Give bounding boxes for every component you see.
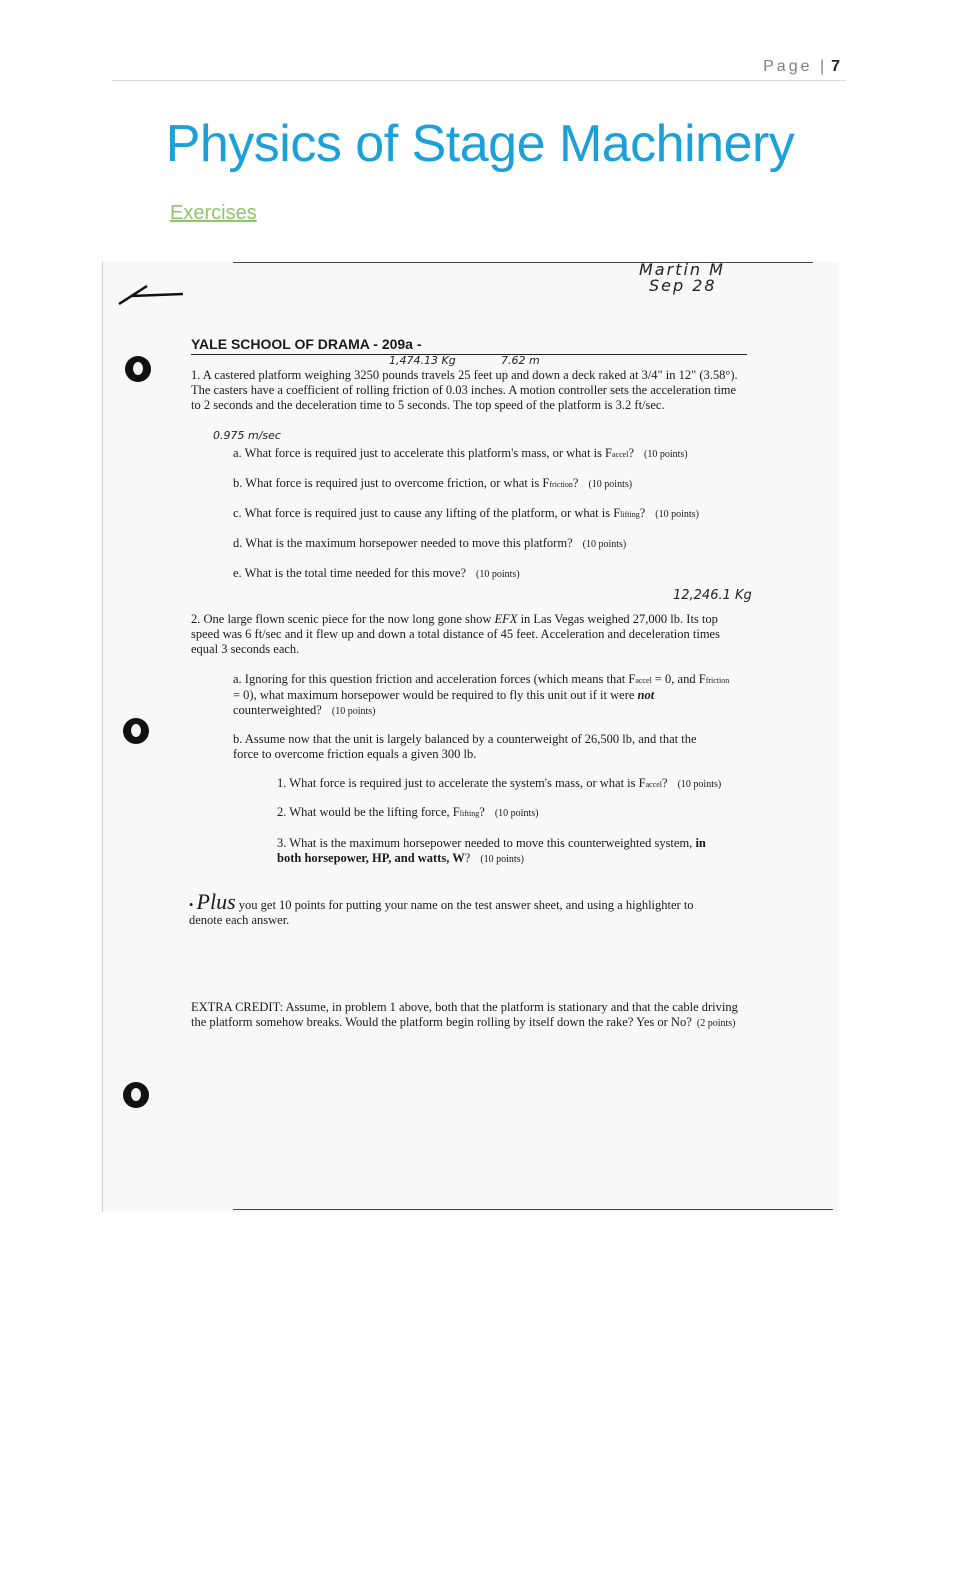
extra-credit: EXTRA CREDIT: Assume, in problem 1 above, both that the platform is stationary and that the cable driving the platform somehow breaks. Would the platform begin rolling by itself down the rake? Yes or No? (2 points) [191, 1000, 738, 1029]
question-1b: b. What force is required just to overcome friction, or what is Ffriction? (10 points) [233, 476, 633, 490]
question-1d: d. What is the maximum horsepower needed to move this platform? (10 points) [233, 536, 627, 550]
page-header [112, 58, 846, 81]
scan-bottom-rule [233, 1209, 833, 1210]
page-number: Page | 7 [763, 58, 840, 75]
scanned-exam-image [102, 262, 839, 1212]
scan-top-rule [233, 262, 813, 263]
question-2: 2. One large flown scenic piece for the now long gone show EFX in Las Vegas weighed 27,000 lb. Its top speed was 6 ft/sec and it flew up and down a total distance of 45 feet. Acceleration and deceleration times equal 3 seconds each. [191, 612, 720, 656]
question-2b: b. Assume now that the unit is largely balanced by a counterweight of 26,500 lb, and that the force to overcome friction equals a given 300 lb. [233, 732, 697, 761]
check-mark-icon [117, 278, 187, 308]
handwritten-date: Sep 28 [649, 276, 717, 295]
question-1c: c. What force is required just to cause any lifting of the platform, or what is Flifting? (10 points) [233, 506, 699, 520]
punch-hole-icon [123, 1082, 149, 1108]
exam-heading: YALE SCHOOL OF DRAMA - 209a - [191, 336, 747, 355]
bonus-points-note: • Plus you get 10 points for putting your name on the test answer sheet, and using a highlighter to denote each answer. [189, 889, 694, 927]
question-1: 1. A castered platform weighing 3250 pounds travels 25 feet up and down a deck raked at 3/4" in 12" (3.58°). The casters have a coefficient of rolling friction of 0.03 inches. A motion controller sets the acceleration time to 2 seconds and the deceleration time to 5 seconds. The top speed of the platform is 3.2 ft/sec. [191, 368, 738, 412]
page-title: Physics of Stage Machinery [165, 115, 795, 173]
handwritten-distance-note: 7.62 m [501, 354, 540, 367]
punch-hole-icon [125, 356, 151, 382]
question-1e: e. What is the total time needed for this move? (10 points) [233, 566, 520, 580]
handwritten-speed-note: 0.975 m/sec [213, 429, 281, 442]
question-2b-3: 3. What is the maximum horsepower needed to move this counterweighted system, in both horsepower, HP, and watts, W? (10 points) [277, 836, 706, 865]
handwritten-mass-note-2: 12,246.1 Kg [673, 588, 752, 603]
handwritten-name: Martin M [639, 260, 725, 279]
question-2a: a. Ignoring for this question friction and acceleration forces (which means that Faccel = 0, and Ffriction = 0), what maximum horsepower would be required to fly this unit out if it were not counterweighted? (10 points) [233, 672, 730, 717]
question-2b-1: 1. What force is required just to accelerate the system's mass, or what is Faccel? (10 points) [277, 776, 722, 790]
section-subtitle: Exercises [170, 202, 257, 224]
question-2b-2: 2. What would be the lifting force, Flifting? (10 points) [277, 805, 539, 819]
handwritten-mass-note: 1,474.13 Kg [389, 354, 456, 367]
punch-hole-icon [123, 718, 149, 744]
question-1a: a. What force is required just to accelerate this platform's mass, or what is Faccel? (10 points) [233, 446, 688, 460]
